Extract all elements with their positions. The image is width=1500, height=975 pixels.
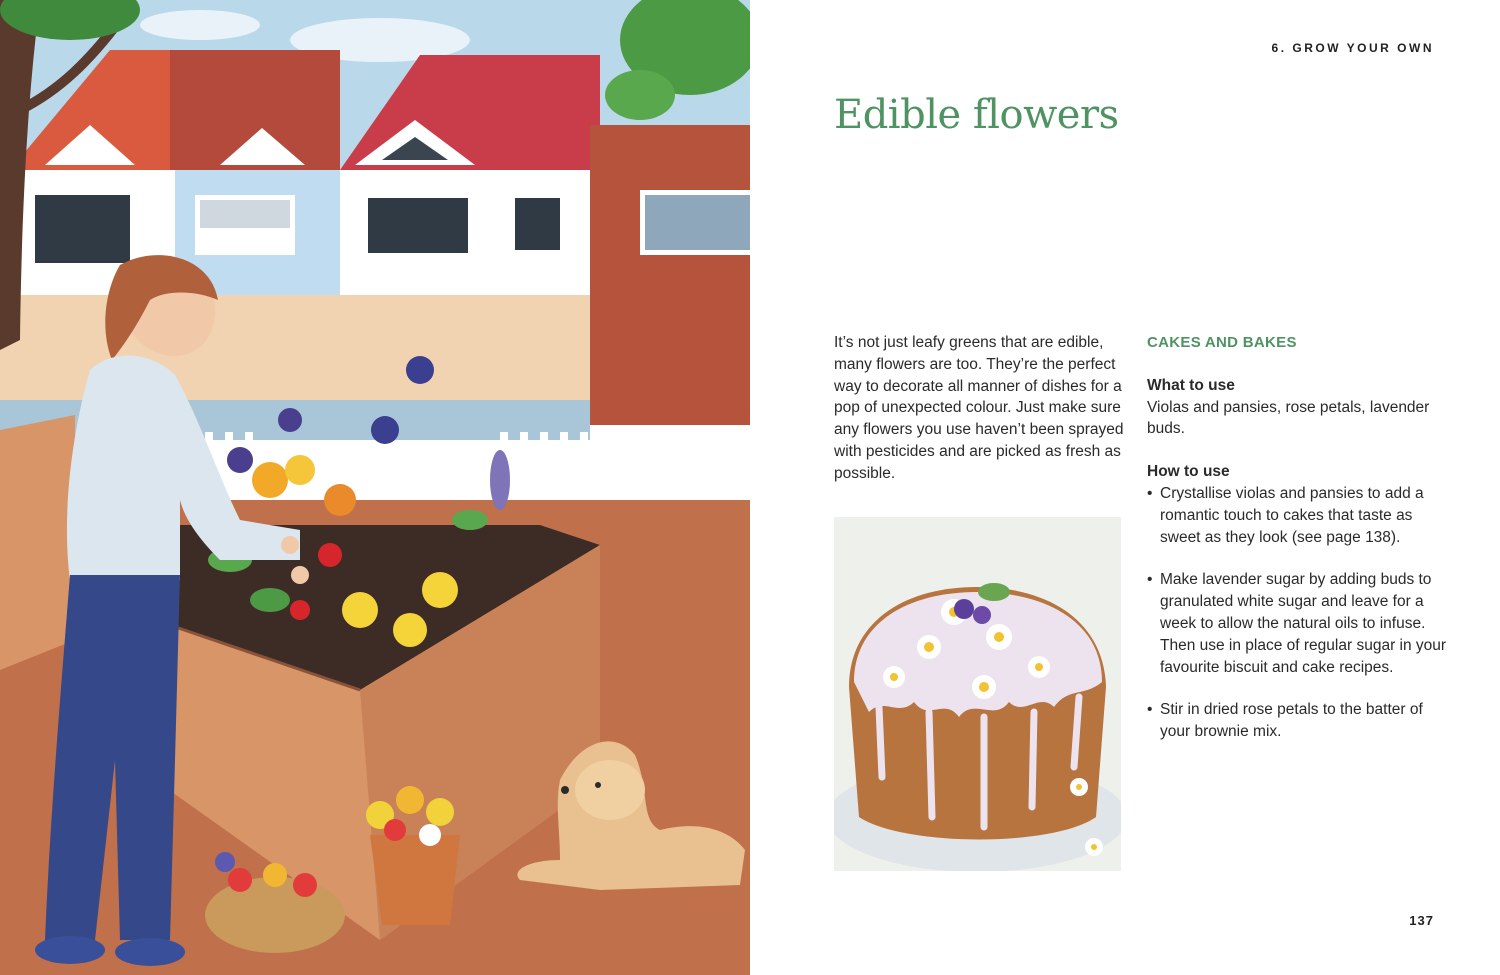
intro-paragraph: It’s not just leafy greens that are edible, many flowers are too. They’re the perfect way to decorate all manner of dishes for a pop of unexpected colour. Just make sure any flowers you use haven’t been sprayed with pesticides and are picked as fresh as possible. xyxy=(834,334,1124,482)
list-item-text: Stir in dried rose petals to the batter of your brownie mix. xyxy=(1160,701,1423,741)
bullet-icon: • xyxy=(1147,484,1153,502)
what-to-use-heading: What to use xyxy=(1147,376,1235,394)
how-to-use-list xyxy=(1147,483,1447,743)
what-to-use-text: Violas and pansies, rose petals, lavender buds. xyxy=(1147,398,1430,438)
list-item xyxy=(1147,569,1447,678)
how-to-use-heading: How to use xyxy=(1147,463,1230,481)
bullet-icon: • xyxy=(1147,701,1153,719)
text-page xyxy=(750,0,1500,975)
list-item xyxy=(1147,699,1447,743)
cake-photo xyxy=(834,517,1121,871)
cakes-and-bakes-column xyxy=(1147,332,1447,764)
bullet-icon: • xyxy=(1147,571,1153,589)
running-head: 6. GROW YOUR OWN xyxy=(1271,41,1434,55)
list-item-text: Crystallise violas and pansies to add a romantic touch to cakes that taste as sweet as they look (see page 138). xyxy=(1160,484,1424,546)
list-item xyxy=(1147,483,1447,548)
section-heading: CAKES AND BAKES xyxy=(1147,334,1297,351)
list-item-text: Make lavender sugar by adding buds to granulated white sugar and leave for a week to allow the natural oils to infuse. Then use in place of regular sugar in your favourite biscuit and cake recipes. xyxy=(1160,571,1447,676)
page-number: 137 xyxy=(1409,913,1434,928)
page-title: Edible flowers xyxy=(834,92,1119,138)
